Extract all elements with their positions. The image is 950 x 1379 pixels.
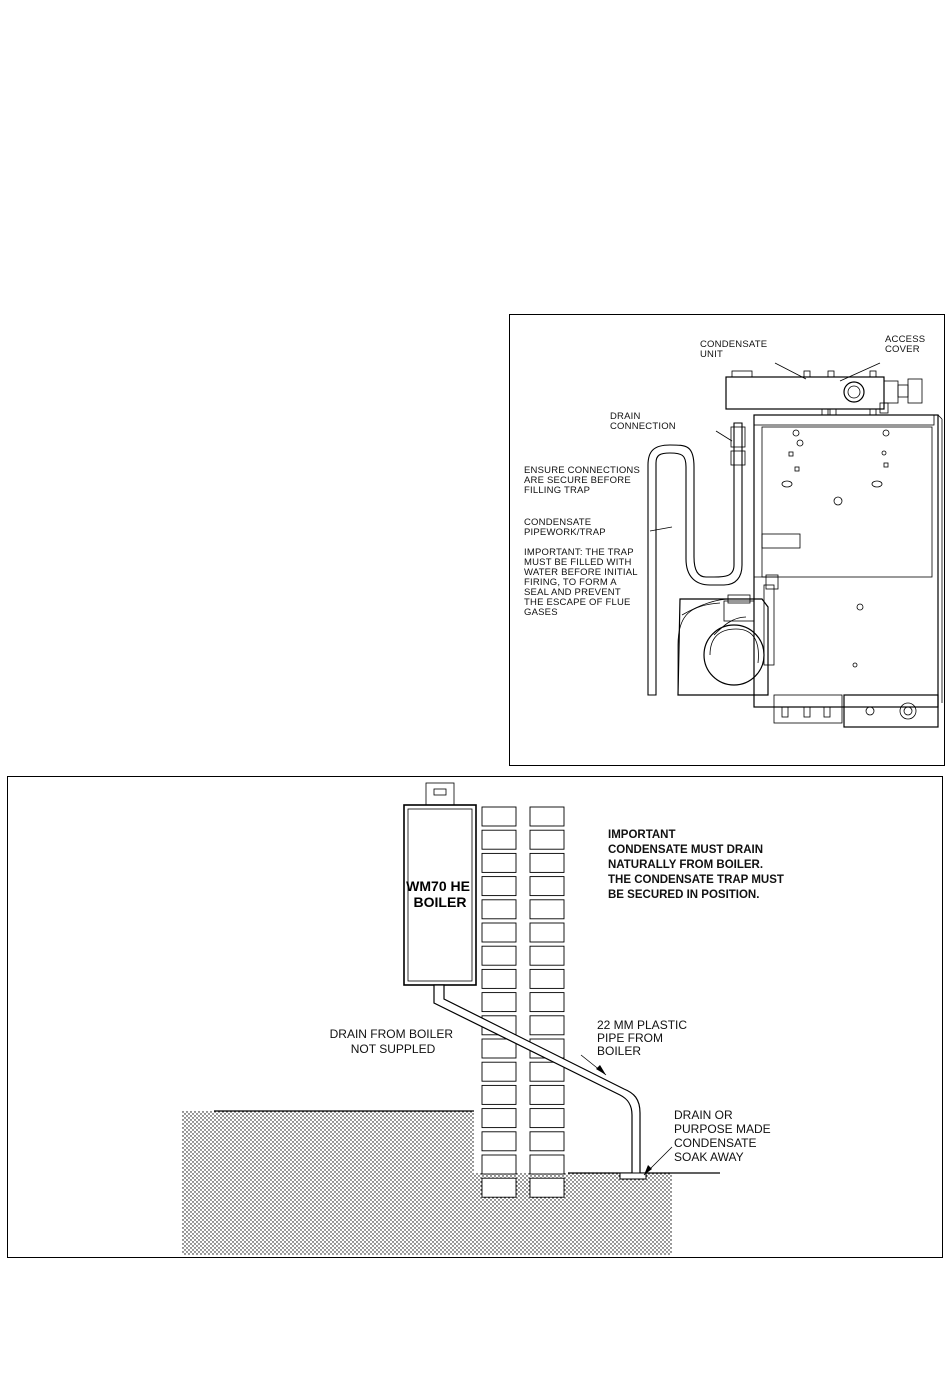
- wall-brick: [530, 807, 564, 826]
- soak-away-outlet: [620, 1173, 646, 1179]
- ensure-connections-label: ENSURE CONNECTIONS ARE SECURE BEFORE FILLING TRAP: [524, 465, 641, 496]
- wall-brick: [530, 1155, 564, 1174]
- wall-brick: [530, 923, 564, 942]
- wall-brick: [530, 1132, 564, 1151]
- condensate-unit-label: CONDENSATE UNIT: [700, 339, 768, 360]
- access-cover-label: ACCESS COVER: [885, 334, 926, 355]
- wall-brick: [482, 853, 516, 872]
- important-drain-note: IMPORTANT CONDENSATE MUST DRAIN NATURALLY FROM BOILER. THE CONDENSATE TRAP MUST BE SECURED IN POSITION.: [608, 829, 784, 901]
- wall-brick: [482, 1062, 516, 1081]
- plastic-pipe-label: 22 MM PLASTIC PIPE FROM BOILER: [597, 1018, 688, 1058]
- wall-brick: [482, 900, 516, 919]
- boiler-front-panel: [762, 427, 932, 577]
- wall-brick: [530, 993, 564, 1012]
- wall-brick: [482, 1132, 516, 1151]
- wall-brick: [530, 969, 564, 988]
- wall-brick: [530, 900, 564, 919]
- condensate-unit-figure: [509, 314, 945, 766]
- wall-brick: [530, 877, 564, 896]
- boiler-side-view-drawing: [510, 315, 946, 767]
- important-trap-note: IMPORTANT: THE TRAP MUST BE FILLED WITH WATER BEFORE INITIAL FIRING, TO FORM A SEAL AND PREVENT THE ESCAPE OF FLUE GASES: [524, 547, 638, 618]
- condensate-trap-pipe: [648, 423, 742, 695]
- wall-brick: [482, 923, 516, 942]
- external-drain-figure: [7, 776, 943, 1258]
- wall-brick: [482, 830, 516, 849]
- wall-brick: [482, 1155, 516, 1174]
- cavity-wall: [482, 807, 564, 1197]
- drain-from-boiler-label: DRAIN FROM BOILER NOT SUPPLED: [329, 1027, 454, 1056]
- condensate-pipework-label: CONDENSATE PIPEWORK/TRAP: [524, 517, 606, 538]
- drain-connection-label: DRAIN CONNECTION: [610, 411, 676, 432]
- wall-brick: [482, 1178, 516, 1197]
- external-drain-drawing: [8, 777, 944, 1259]
- wall-brick: [530, 1016, 564, 1035]
- boiler-label: WM70 HE BOILER: [406, 878, 470, 910]
- boiler-body: [754, 415, 938, 707]
- wall-brick: [482, 807, 516, 826]
- access-cover-port: [844, 382, 864, 402]
- control-panel: [844, 695, 938, 727]
- wall-brick: [482, 1039, 516, 1058]
- wall-brick: [530, 853, 564, 872]
- burner-fan: [704, 625, 764, 685]
- wall-brick: [482, 993, 516, 1012]
- wall-brick: [530, 1109, 564, 1128]
- ground-soil: [182, 1111, 672, 1255]
- control-dial: [900, 703, 916, 719]
- wall-brick: [482, 1085, 516, 1104]
- wall-brick: [482, 946, 516, 965]
- wall-brick: [482, 1109, 516, 1128]
- wall-brick: [530, 830, 564, 849]
- wall-brick: [530, 946, 564, 965]
- drain-soak-away-label: DRAIN OR PURPOSE MADE CONDENSATE SOAK AWAY: [674, 1108, 771, 1164]
- wall-brick: [482, 969, 516, 988]
- wall-brick: [530, 1178, 564, 1197]
- wall-brick: [482, 877, 516, 896]
- wall-brick: [530, 1085, 564, 1104]
